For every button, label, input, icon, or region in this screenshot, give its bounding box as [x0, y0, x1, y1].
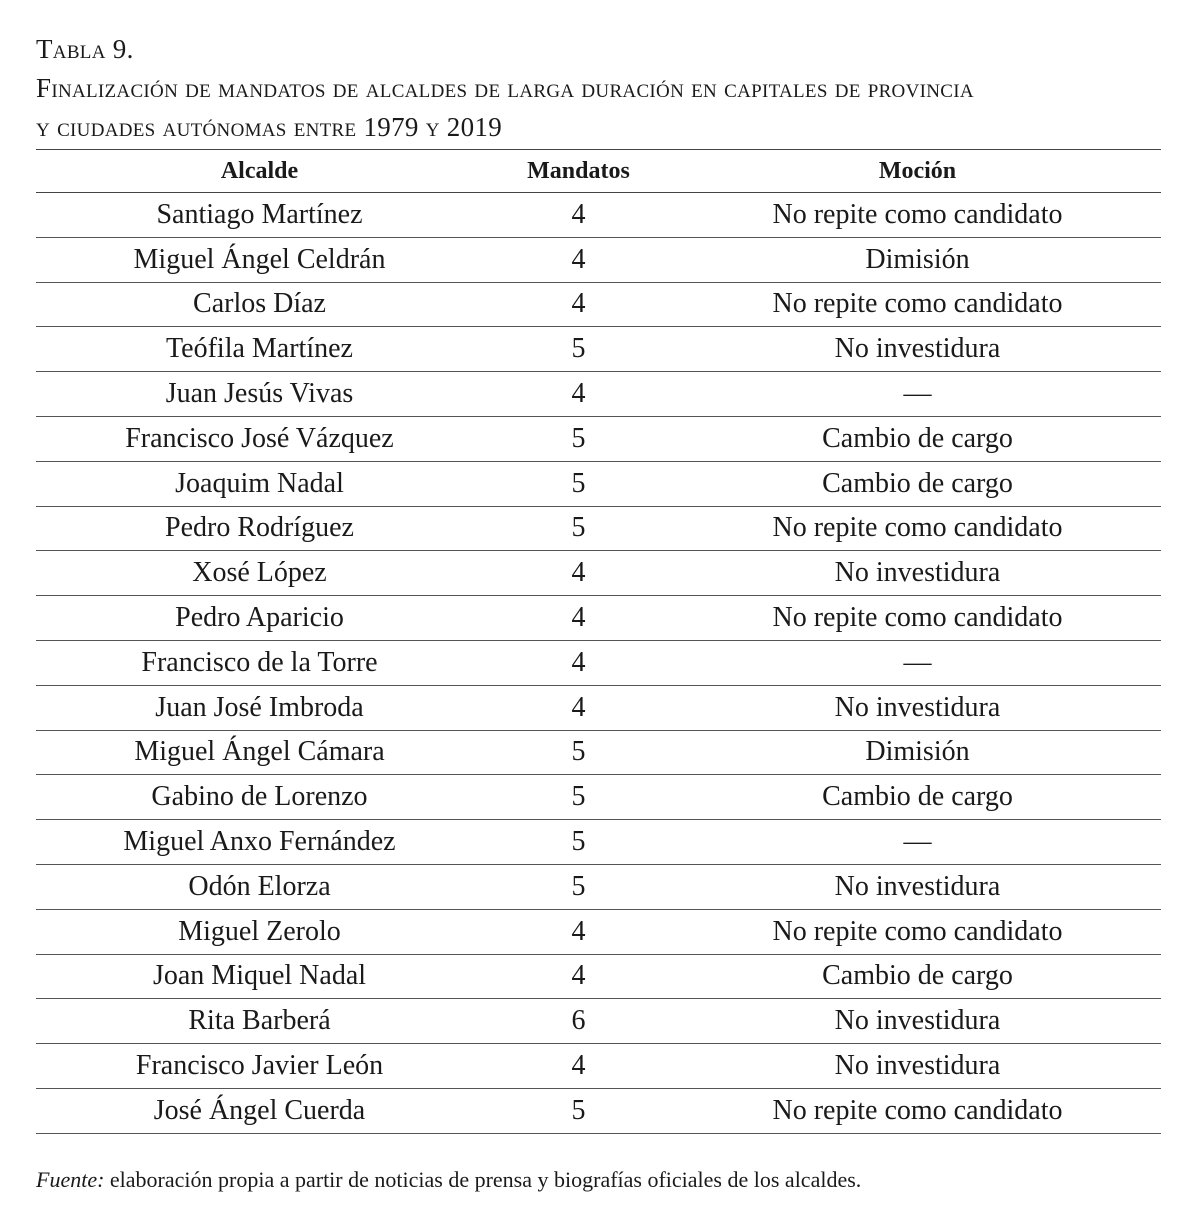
table-row	[36, 506, 1161, 551]
table-header-row	[36, 150, 1161, 193]
cell-mocion: No investidura	[674, 327, 1161, 372]
table-title-line-1: Finalización de mandatos de alcaldes de larga duración en capitales de provincia	[36, 73, 974, 103]
cell-mocion: —	[674, 640, 1161, 685]
table-row	[36, 461, 1161, 506]
cell-alcalde: Santiago Martínez	[36, 193, 483, 238]
table-caption	[36, 30, 1166, 147]
cell-mocion: No repite como candidato	[674, 596, 1161, 641]
table-row	[36, 775, 1161, 820]
cell-mandatos: 4	[483, 372, 674, 417]
cell-alcalde: Xosé López	[36, 551, 483, 596]
cell-mandatos: 5	[483, 327, 674, 372]
cell-mocion: No investidura	[674, 999, 1161, 1044]
cell-mandatos: 5	[483, 416, 674, 461]
cell-mocion: Cambio de cargo	[674, 775, 1161, 820]
cell-mocion: Cambio de cargo	[674, 416, 1161, 461]
cell-mandatos: 4	[483, 237, 674, 282]
cell-alcalde: Rita Barberá	[36, 999, 483, 1044]
cell-mandatos: 4	[483, 193, 674, 238]
cell-alcalde: Pedro Aparicio	[36, 596, 483, 641]
table-title-line-2: y ciudades autónomas entre 1979 y 2019	[36, 112, 503, 142]
cell-alcalde: Francisco de la Torre	[36, 640, 483, 685]
cell-mocion: Cambio de cargo	[674, 461, 1161, 506]
table-row	[36, 820, 1161, 865]
cell-mocion: No repite como candidato	[674, 909, 1161, 954]
cell-mandatos: 4	[483, 640, 674, 685]
table-row	[36, 640, 1161, 685]
cell-mandatos: 6	[483, 999, 674, 1044]
cell-alcalde: Odón Elorza	[36, 864, 483, 909]
cell-alcalde: Juan José Imbroda	[36, 685, 483, 730]
table-row	[36, 193, 1161, 238]
cell-alcalde: Joaquim Nadal	[36, 461, 483, 506]
cell-alcalde: Miguel Ángel Cámara	[36, 730, 483, 775]
cell-alcalde: Gabino de Lorenzo	[36, 775, 483, 820]
cell-mocion: No repite como candidato	[674, 193, 1161, 238]
cell-alcalde: Miguel Zerolo	[36, 909, 483, 954]
table-row	[36, 327, 1161, 372]
table-row	[36, 416, 1161, 461]
cell-mandatos: 4	[483, 282, 674, 327]
cell-mandatos: 4	[483, 551, 674, 596]
source-note	[36, 1167, 861, 1193]
cell-alcalde: Francisco José Vázquez	[36, 416, 483, 461]
cell-mocion: —	[674, 820, 1161, 865]
cell-alcalde: Teófila Martínez	[36, 327, 483, 372]
header-mocion: Moción	[674, 150, 1161, 193]
cell-mocion: Cambio de cargo	[674, 954, 1161, 999]
cell-mandatos: 4	[483, 1044, 674, 1089]
table-label: Tabla 9.	[36, 34, 134, 64]
cell-mandatos: 4	[483, 909, 674, 954]
header-mandatos: Mandatos	[483, 150, 674, 193]
table-row	[36, 909, 1161, 954]
cell-alcalde: Juan Jesús Vivas	[36, 372, 483, 417]
cell-mandatos: 5	[483, 820, 674, 865]
table-row	[36, 372, 1161, 417]
cell-alcalde: Francisco Javier León	[36, 1044, 483, 1089]
cell-mandatos: 4	[483, 596, 674, 641]
cell-alcalde: Miguel Anxo Fernández	[36, 820, 483, 865]
cell-alcalde: Miguel Ángel Celdrán	[36, 237, 483, 282]
table-row	[36, 685, 1161, 730]
cell-mocion: No repite como candidato	[674, 506, 1161, 551]
cell-mandatos: 5	[483, 506, 674, 551]
table-row	[36, 864, 1161, 909]
table-row	[36, 1044, 1161, 1089]
cell-mocion: No investidura	[674, 864, 1161, 909]
table-row	[36, 999, 1161, 1044]
cell-mocion: —	[674, 372, 1161, 417]
table-row	[36, 596, 1161, 641]
cell-mocion: No investidura	[674, 685, 1161, 730]
cell-mocion: No repite como candidato	[674, 1088, 1161, 1133]
cell-alcalde: Joan Miquel Nadal	[36, 954, 483, 999]
table-row	[36, 730, 1161, 775]
header-alcalde: Alcalde	[36, 150, 483, 193]
cell-mocion: Dimisión	[674, 237, 1161, 282]
cell-mocion: Dimisión	[674, 730, 1161, 775]
cell-mocion: No repite como candidato	[674, 282, 1161, 327]
cell-mocion: No investidura	[674, 551, 1161, 596]
cell-mandatos: 5	[483, 775, 674, 820]
cell-mandatos: 4	[483, 685, 674, 730]
mayors-table	[36, 149, 1161, 1134]
table-row	[36, 1088, 1161, 1133]
table-body	[36, 193, 1161, 1134]
cell-alcalde: Pedro Rodríguez	[36, 506, 483, 551]
table-row	[36, 551, 1161, 596]
cell-mandatos: 5	[483, 730, 674, 775]
cell-mandatos: 5	[483, 864, 674, 909]
cell-mandatos: 4	[483, 954, 674, 999]
cell-mandatos: 5	[483, 461, 674, 506]
table-row	[36, 954, 1161, 999]
source-label: Fuente:	[36, 1167, 105, 1192]
source-text: elaboración propia a partir de noticias de prensa y biografías oficiales de los alcaldes.	[104, 1167, 862, 1192]
table-row	[36, 237, 1161, 282]
cell-mandatos: 5	[483, 1088, 674, 1133]
cell-mocion: No investidura	[674, 1044, 1161, 1089]
table-row	[36, 282, 1161, 327]
cell-alcalde: Carlos Díaz	[36, 282, 483, 327]
cell-alcalde: José Ángel Cuerda	[36, 1088, 483, 1133]
mayors-table-container	[36, 149, 1161, 1134]
